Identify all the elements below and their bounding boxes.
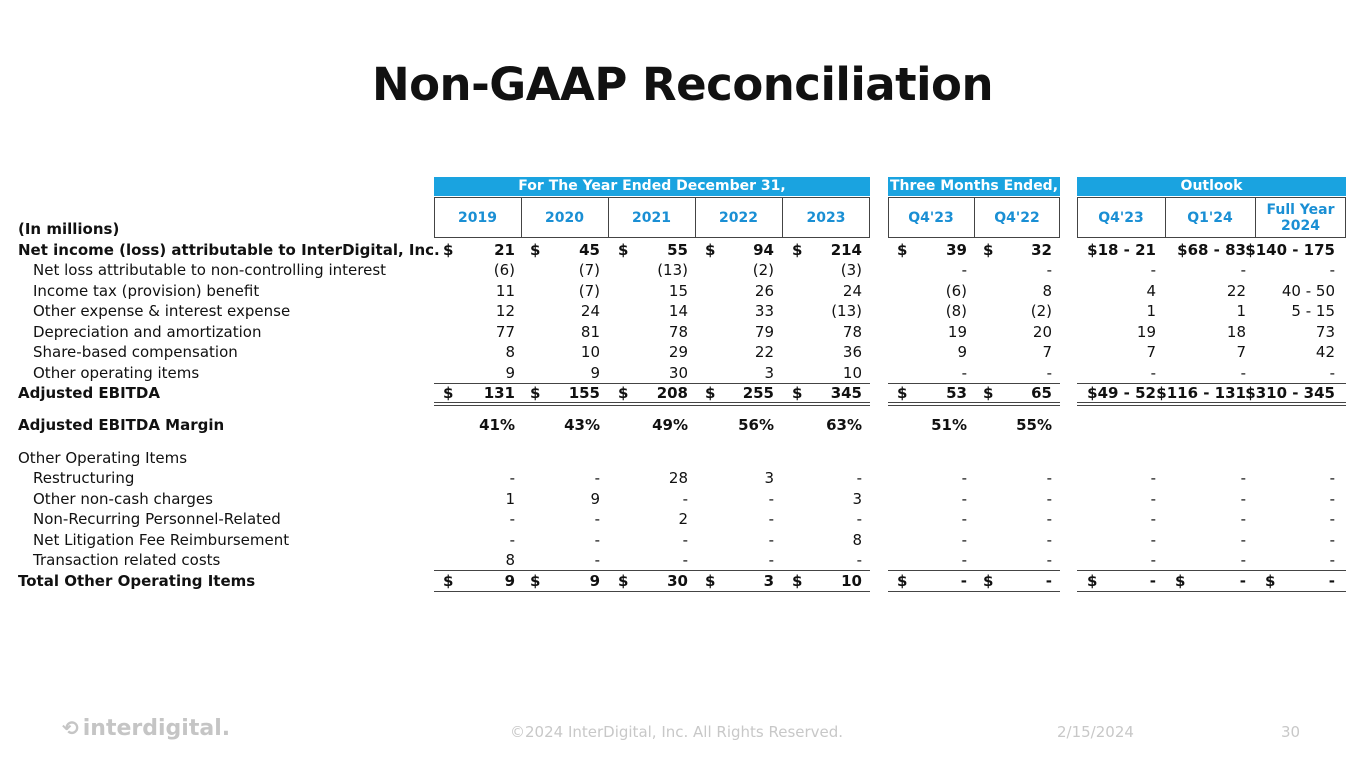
row-label: Depreciation and amortization	[33, 323, 262, 341]
underline-rule	[1077, 591, 1346, 592]
table-cell: 32	[1031, 241, 1052, 259]
currency-symbol: $	[618, 572, 629, 590]
table-cell: -	[961, 469, 967, 487]
currency-symbol: $	[983, 572, 994, 590]
table-row	[0, 572, 1365, 592]
table-cell: -	[1240, 261, 1246, 279]
row-label: Net income (loss) attributable to InterDigital, Inc.	[18, 241, 440, 259]
currency-symbol: $	[443, 572, 454, 590]
page-number: 30	[1281, 723, 1301, 741]
currency-symbol: $	[705, 241, 716, 259]
col-outlook-q1-24: Q1'24	[1187, 209, 1233, 226]
table-cell: 9	[590, 364, 600, 382]
table-cell: -	[1240, 510, 1246, 528]
table-cell: 53	[946, 384, 967, 402]
currency-symbol: $	[983, 241, 994, 259]
table-cell: 22	[754, 343, 774, 361]
col-2020: 2020	[545, 209, 584, 226]
table-cell: -	[961, 490, 967, 508]
table-cell: 40 - 50	[1281, 282, 1335, 300]
table-cell: 81	[580, 323, 600, 341]
table-cell: (6)	[945, 282, 967, 300]
underline-rule	[434, 405, 870, 406]
currency-symbol: $	[443, 384, 454, 402]
table-cell: $18 - 21	[1087, 241, 1156, 259]
units-label: (In millions)	[18, 220, 120, 238]
table-row	[0, 261, 1365, 281]
table-cell: 26	[754, 282, 774, 300]
col-full-year-line1: Full Year	[1266, 201, 1335, 218]
table-cell: -	[594, 469, 600, 487]
table-row	[0, 302, 1365, 322]
row-label: Share-based compensation	[33, 343, 238, 361]
table-cell: 77	[495, 323, 515, 341]
row-label: Other Operating Items	[18, 449, 188, 467]
table-cell: 30	[668, 364, 688, 382]
table-cell: 24	[842, 282, 862, 300]
underline-rule	[888, 402, 1060, 403]
row-label: Adjusted EBITDA Margin	[18, 416, 225, 434]
table-cell: -	[1328, 572, 1335, 590]
table-row	[0, 449, 1365, 469]
table-cell: -	[1240, 531, 1246, 549]
table-cell: -	[1240, 551, 1246, 569]
table-cell: -	[1046, 531, 1052, 549]
table-cell: -	[1046, 469, 1052, 487]
table-cell: -	[509, 531, 515, 549]
currency-symbol: $	[983, 384, 994, 402]
table-cell: 43%	[564, 416, 600, 434]
table-cell: 78	[668, 323, 688, 341]
table-cell: -	[682, 490, 688, 508]
table-cell: (3)	[840, 261, 862, 279]
table-cell: 22	[1226, 282, 1246, 300]
header-year-group: For The Year Ended December 31,	[434, 177, 870, 196]
table-cell: 155	[568, 384, 600, 402]
currency-symbol: $	[705, 384, 716, 402]
table-cell: 9	[589, 572, 600, 590]
table-cell: 3	[763, 572, 774, 590]
company-logo	[62, 716, 230, 741]
table-cell: 345	[830, 384, 862, 402]
currency-symbol: $	[530, 572, 541, 590]
col-2022: 2022	[719, 209, 758, 226]
table-cell: 3	[764, 364, 774, 382]
currency-symbol: $	[897, 241, 908, 259]
table-cell: 10	[580, 343, 600, 361]
table-cell: 7	[1146, 343, 1156, 361]
table-cell: 19	[947, 323, 967, 341]
table-row	[0, 469, 1365, 489]
table-cell: -	[509, 469, 515, 487]
table-cell: 42	[1315, 343, 1335, 361]
underline-rule	[888, 570, 1060, 571]
table-cell: (13)	[831, 302, 862, 320]
table-cell: 11	[495, 282, 515, 300]
table-cell: 49%	[652, 416, 688, 434]
table-cell: 8	[505, 343, 515, 361]
table-cell: -	[682, 531, 688, 549]
table-cell: $49 - 52	[1087, 384, 1156, 402]
table-cell: 255	[742, 384, 774, 402]
table-row	[0, 364, 1365, 384]
row-label: Net Litigation Fee Reimbursement	[33, 531, 290, 549]
currency-symbol: $	[530, 384, 541, 402]
table-cell: $116 - 131	[1156, 384, 1246, 402]
currency-symbol: $	[897, 384, 908, 402]
col-full-year-line2: 2024	[1281, 217, 1320, 234]
table-row	[0, 323, 1365, 343]
table-cell: 1	[505, 490, 515, 508]
table-cell: -	[1046, 490, 1052, 508]
currency-symbol: $	[530, 241, 541, 259]
table-cell: (7)	[578, 282, 600, 300]
table-cell: -	[682, 551, 688, 569]
currency-symbol: $	[897, 572, 908, 590]
table-cell: 8	[1042, 282, 1052, 300]
table-cell: 36	[842, 343, 862, 361]
table-cell: -	[1150, 551, 1156, 569]
table-cell: 208	[656, 384, 688, 402]
table-cell: 18	[1226, 323, 1246, 341]
header-three-months-group: Three Months Ended,	[889, 178, 1059, 194]
table-row	[0, 241, 1365, 261]
table-cell: -	[961, 510, 967, 528]
table-cell: -	[1149, 572, 1156, 590]
table-row	[0, 551, 1365, 571]
currency-symbol: $	[1175, 572, 1186, 590]
table-cell: -	[856, 551, 862, 569]
table-cell: (13)	[657, 261, 688, 279]
underline-rule	[434, 591, 870, 592]
table-cell: -	[961, 364, 967, 382]
table-cell: -	[594, 551, 600, 569]
table-cell: -	[1046, 551, 1052, 569]
table-cell: 9	[957, 343, 967, 361]
table-cell: -	[1329, 364, 1335, 382]
table-cell: 28	[668, 469, 688, 487]
table-cell: -	[1150, 261, 1156, 279]
row-label: Other operating items	[33, 364, 200, 382]
row-label: Other expense & interest expense	[33, 302, 291, 320]
col-outlook-q4-23: Q4'23	[1098, 209, 1144, 226]
table-cell: 7	[1236, 343, 1246, 361]
row-label: Transaction related costs	[33, 551, 221, 569]
table-cell: -	[1329, 469, 1335, 487]
table-cell: (2)	[752, 261, 774, 279]
underline-rule	[888, 405, 1060, 406]
table-cell: -	[1240, 469, 1246, 487]
table-cell: 30	[667, 572, 688, 590]
table-cell: $140 - 175	[1245, 241, 1335, 259]
table-row	[0, 490, 1365, 510]
table-cell: -	[961, 261, 967, 279]
table-cell: -	[1329, 490, 1335, 508]
table-cell: 14	[668, 302, 688, 320]
row-label: Non-Recurring Personnel-Related	[33, 510, 281, 528]
currency-symbol: $	[618, 384, 629, 402]
table-row	[0, 343, 1365, 363]
table-cell: -	[1046, 510, 1052, 528]
table-cell: 7	[1042, 343, 1052, 361]
table-cell: -	[1329, 261, 1335, 279]
table-cell: -	[768, 490, 774, 508]
page-title: Non-GAAP Reconciliation	[371, 58, 994, 111]
table-cell: 29	[668, 343, 688, 361]
row-label: Restructuring	[33, 469, 135, 487]
currency-symbol: $	[1265, 572, 1276, 590]
table-cell: 41%	[479, 416, 515, 434]
table-cell: 63%	[826, 416, 862, 434]
table-cell: 9	[504, 572, 515, 590]
table-row	[0, 416, 1365, 436]
table-cell: 39	[946, 241, 967, 259]
currency-symbol: $	[1087, 572, 1098, 590]
currency-symbol: $	[792, 241, 803, 259]
table-cell: 94	[753, 241, 774, 259]
currency-symbol: $	[792, 572, 803, 590]
col-q4-23: Q4'23	[908, 209, 954, 226]
table-cell: 10	[841, 572, 862, 590]
row-label: Net loss attributable to non-controlling interest	[33, 261, 387, 279]
table-cell: -	[961, 551, 967, 569]
table-cell: 78	[842, 323, 862, 341]
table-row	[0, 531, 1365, 551]
currency-symbol: $	[618, 241, 629, 259]
table-cell: $68 - 83	[1177, 241, 1246, 259]
table-cell: (7)	[578, 261, 600, 279]
copyright: ©2024 InterDigital, Inc. All Rights Reserved.	[510, 723, 844, 741]
table-cell: 51%	[931, 416, 967, 434]
table-cell: -	[1239, 572, 1246, 590]
table-cell: -	[1045, 572, 1052, 590]
table-cell: -	[1046, 261, 1052, 279]
table-cell: 1	[1236, 302, 1246, 320]
table-cell: -	[1329, 531, 1335, 549]
logo-text: interdigital.	[82, 716, 231, 741]
underline-rule	[434, 570, 870, 571]
table-cell: 33	[754, 302, 774, 320]
table-cell: 55%	[1016, 416, 1052, 434]
underline-rule	[434, 383, 870, 384]
table-cell: 73	[1315, 323, 1335, 341]
currency-symbol: $	[792, 384, 803, 402]
underline-rule	[1077, 383, 1346, 384]
table-cell: 3	[764, 469, 774, 487]
table-cell: 4	[1146, 282, 1156, 300]
table-cell: -	[509, 510, 515, 528]
table-cell: -	[1046, 364, 1052, 382]
table-cell: -	[961, 531, 967, 549]
underline-rule	[434, 402, 870, 403]
table-row	[0, 282, 1365, 302]
table-cell: -	[856, 469, 862, 487]
table-row	[0, 510, 1365, 530]
table-cell: 56%	[738, 416, 774, 434]
table-cell: 131	[483, 384, 515, 402]
header-outlook-group: Outlook	[1077, 177, 1346, 196]
table-cell: -	[1329, 551, 1335, 569]
table-cell: (8)	[945, 302, 967, 320]
table-cell: 8	[852, 531, 862, 549]
table-cell: (6)	[493, 261, 515, 279]
underline-rule	[1077, 402, 1346, 403]
table-cell: -	[960, 572, 967, 590]
col-2021: 2021	[632, 209, 671, 226]
table-cell: 5 - 15	[1291, 302, 1335, 320]
table-cell: -	[594, 531, 600, 549]
table-cell: 45	[579, 241, 600, 259]
logo-icon: ⟲	[62, 716, 79, 740]
table-cell: -	[1329, 510, 1335, 528]
table-cell: 55	[667, 241, 688, 259]
table-cell: -	[594, 510, 600, 528]
underline-rule	[888, 383, 1060, 384]
table-cell: -	[856, 510, 862, 528]
col-2023: 2023	[806, 209, 846, 226]
table-cell: 9	[505, 364, 515, 382]
table-cell: -	[1150, 510, 1156, 528]
table-cell: $310 - 345	[1245, 384, 1335, 402]
row-label: Adjusted EBITDA	[18, 384, 160, 402]
table-cell: -	[1150, 490, 1156, 508]
col-q4-22: Q4'22	[994, 209, 1040, 226]
table-cell: -	[1150, 364, 1156, 382]
table-cell: -	[1240, 490, 1246, 508]
col-2019: 2019	[458, 209, 497, 226]
table-cell: -	[1150, 531, 1156, 549]
underline-rule	[888, 591, 1060, 592]
table-cell: 24	[580, 302, 600, 320]
table-cell: 9	[590, 490, 600, 508]
table-cell: -	[768, 531, 774, 549]
currency-symbol: $	[443, 241, 454, 259]
table-cell: 15	[668, 282, 688, 300]
underline-rule	[1077, 570, 1346, 571]
table-cell: (2)	[1030, 302, 1052, 320]
table-cell: 214	[830, 241, 862, 259]
table-cell: 10	[842, 364, 862, 382]
table-cell: 20	[1032, 323, 1052, 341]
table-cell: 21	[494, 241, 515, 259]
table-cell: -	[768, 551, 774, 569]
row-label: Other non-cash charges	[33, 490, 213, 508]
table-cell: -	[1150, 469, 1156, 487]
table-cell: 65	[1031, 384, 1052, 402]
table-cell: 2	[678, 510, 688, 528]
table-cell: 19	[1136, 323, 1156, 341]
row-label: Total Other Operating Items	[18, 572, 256, 590]
table-cell: 8	[505, 551, 515, 569]
underline-rule	[1077, 405, 1346, 406]
table-cell: 3	[852, 490, 862, 508]
table-cell: 12	[495, 302, 515, 320]
table-row	[0, 384, 1365, 404]
table-cell: 1	[1146, 302, 1156, 320]
slide-date: 2/15/2024	[1057, 723, 1134, 741]
table-cell: -	[1240, 364, 1246, 382]
row-label: Income tax (provision) benefit	[33, 282, 260, 300]
table-cell: 79	[754, 323, 774, 341]
table-cell: -	[768, 510, 774, 528]
currency-symbol: $	[705, 572, 716, 590]
